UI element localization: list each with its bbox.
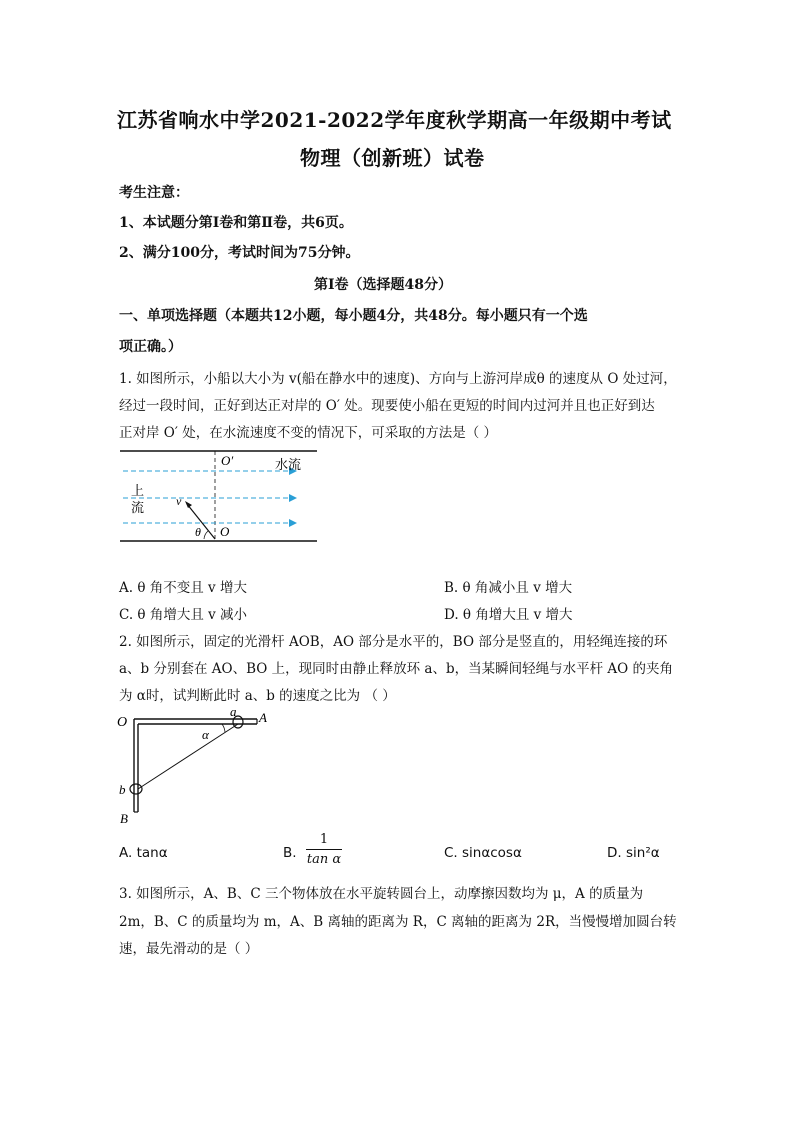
q2-text-line1: 2. 如图所示，固定的光滑杆 AOB，AO 部分是水平的，BO 部分是竖直的，用轻绳连接的环 <box>119 634 668 650</box>
q1-option-c: C. θ 角增大且 v 减小 <box>119 607 248 623</box>
notes-item-2: 2、满分100分，考试时间为75分钟。 <box>119 245 360 261</box>
label-b-end: B <box>120 811 128 826</box>
light-rope <box>138 724 238 789</box>
volume-title: 第Ⅰ卷（选择题48分） <box>314 277 453 293</box>
flow-arrowhead-3 <box>289 519 297 527</box>
q2-option-c: C. sinαcosα <box>444 845 522 861</box>
label-a-end: A <box>259 710 267 725</box>
q2-rod-figure <box>112 704 282 830</box>
label-o: O <box>220 524 230 539</box>
rod-inner <box>138 724 257 812</box>
q1-text-line1: 1. 如图所示，小船以大小为 v(船在静水中的速度)、方向与上游河岸成θ 的速度从 O 处过河， <box>119 371 677 387</box>
label-o-prime: O′ <box>221 453 234 468</box>
part-heading-line1: 一、单项选择题（本题共12小题，每小题4分，共48分。每小题只有一个选 <box>119 308 588 324</box>
rod-outer <box>134 719 257 812</box>
q2-text-line3: 为 α时，试判断此时 a、b 的速度之比为 （ ） <box>119 688 396 704</box>
ring-b <box>130 784 142 794</box>
fraction-denominator: tan α <box>306 852 342 867</box>
label-a-ring: a <box>230 704 237 719</box>
velocity-vector <box>187 504 215 539</box>
label-v: v <box>176 494 182 508</box>
part-heading-line2: 项正确。） <box>119 339 182 355</box>
q3-text-line3: 速，最先滑动的是（ ） <box>119 941 259 957</box>
q3-text-line2: 2m，B、C 的质量均为 m，A、B 离轴的距离为 R，C 离轴的距离为 2R，当慢慢增加圆台转 <box>119 914 677 930</box>
label-upstream-2: 流 <box>131 500 145 515</box>
velocity-arrowhead <box>185 501 192 508</box>
q1-option-b: B. θ 角减小且 v 增大 <box>444 580 573 596</box>
label-theta: θ <box>195 525 201 539</box>
q1-text-line3: 正对岸 O′ 处，在水流速度不变的情况下，可采取的方法是（ ） <box>119 425 498 441</box>
q2-option-b-fraction <box>306 832 342 867</box>
label-o: O <box>117 715 128 730</box>
flow-arrowhead-2 <box>289 494 297 502</box>
q2-option-d: D. sin²α <box>607 845 660 861</box>
q1-option-d: D. θ 角增大且 v 增大 <box>444 607 573 623</box>
q2-text-line2: a、b 分别套在 AO、BO 上，现同时由静止释放环 a、b，当某瞬间轻绳与水平杆 AO 的夹角 <box>119 661 673 677</box>
fraction-bar <box>306 849 342 850</box>
label-b-ring: b <box>119 782 126 797</box>
q2-option-a: A. tanα <box>119 845 168 861</box>
alpha-arc <box>222 724 225 732</box>
q2-option-b-prefix: B. <box>283 845 297 861</box>
label-upstream-1: 上 <box>131 483 145 498</box>
water-flow-lines <box>123 471 293 523</box>
fraction-numerator: 1 <box>319 832 329 847</box>
notes-item-1: 1、本试题分第Ⅰ卷和第Ⅱ卷，共6页。 <box>119 215 353 231</box>
q3-text-line1: 3. 如图所示，A、B、C 三个物体放在水平旋转圆台上，动摩擦因数均为 μ，A 的质量为 <box>119 886 644 902</box>
exam-title-line1: 江苏省响水中学2021-2022学年度秋学期高一年级期中考试 <box>117 108 672 132</box>
q1-river-figure <box>115 447 325 547</box>
q1-text-line2: 经过一段时间，正好到达正对岸的 O′ 处。现要使小船在更短的时间内过河并且也正好到达 <box>119 398 655 414</box>
q1-option-a: A. θ 角不变且 v 增大 <box>119 580 247 596</box>
label-alpha: α <box>202 727 209 742</box>
label-water-flow: 水流 <box>275 457 302 472</box>
exam-title-line2: 物理（创新班）试卷 <box>300 146 485 170</box>
notes-heading: 考生注意： <box>119 185 189 201</box>
theta-arc <box>204 531 208 539</box>
